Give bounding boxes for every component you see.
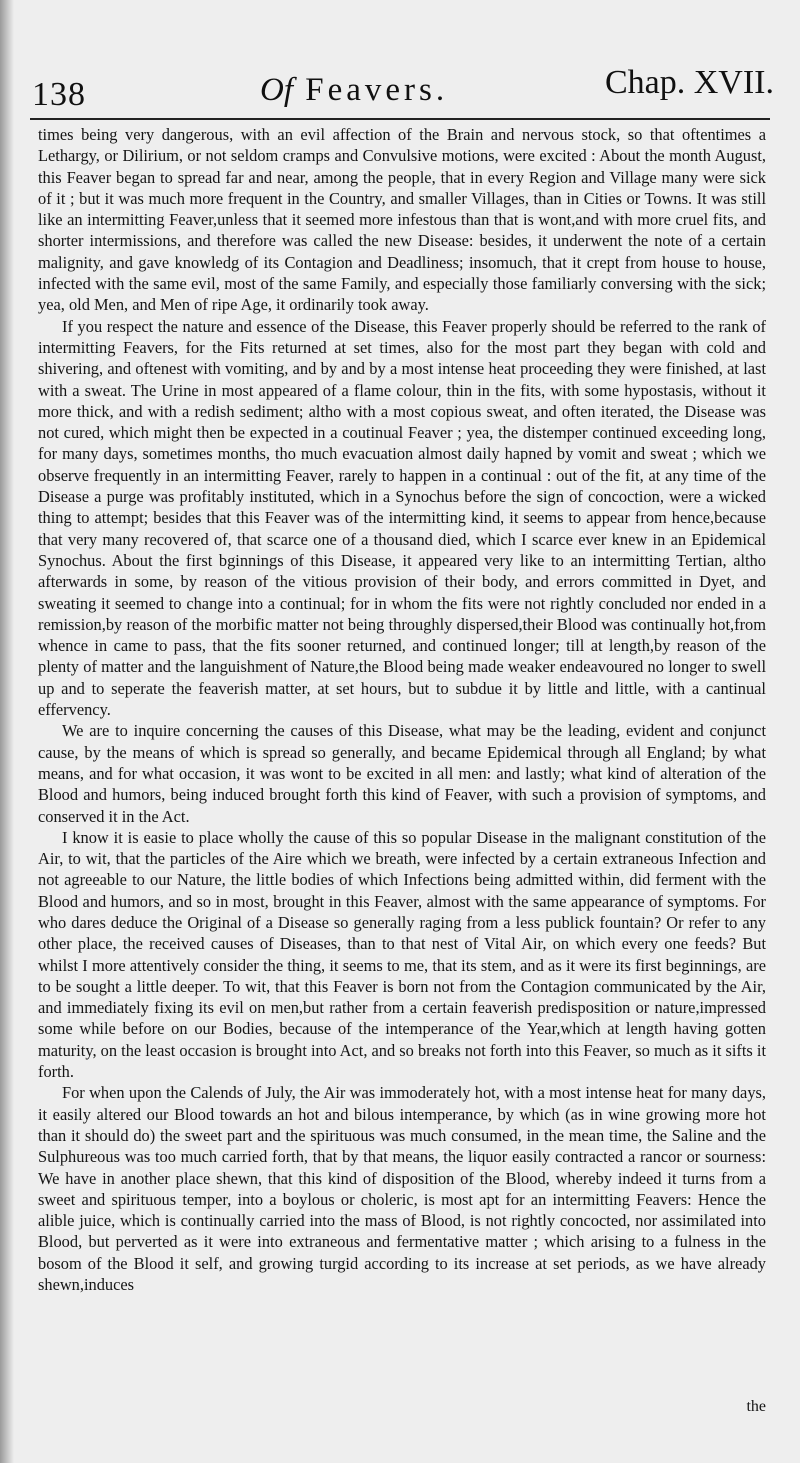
running-title xyxy=(260,72,448,109)
paragraph-causes-inquiry: We are to inquire concerning the causes of this Disease, what may be the leading, evident and conjunct cause, by the means of which is spread so generally, and became Epidemical through all England; by what means, and for what occasion, it was wont to be excited in all men: and lastly; what kind of alteration of the Blood and humors, being induced brought forth this kind of Feaver, with such a provision of symptoms, and conserved it in the Act. xyxy=(38,721,766,826)
paragraph-nature-of-disease: If you respect the nature and essence of the Disease, this Feaver properly should be referred to the rank of intermitting Feavers, for the Fits returned at set times, also for the most part they began with cold and shivering, and oftenest with vomiting, and by and by a most intense heat proceeding they were finished, at last with a sweat. The Urine in most appeared of a flame colour, thin in the fits, with some hypostasis, without it more thick, and with a redish sediment; altho with a most copious sweat, and often iterated, the Disease was not cured, which might then be expected in a coutinual Feaver ; yea, the distemper continued exceeding long, for many days, sometimes months, tho much evacuation almost daily hapned by vomit and sweat ; which we observe frequently in an intermitting Feaver, rarely to happen in a continual : out of the fit, at any time of the Disease a purge was profitably instituted, which in a Synochus before the sign of concoction, were a wicked thing to attempt; besides that this Feaver was of the intermitting kind, it seems to appear from hence,because that very many recovered of, that scarce one of a thousand died, which I scarce ever knew in an Epidemical Synochus. About the first bginnings of this Disease, it appeared very like to an intermitting Tertian, altho afterwards in some, by reason of the vitious provision of their body, and errors committed in Dyet, and sweating it seemed to change into a continual; for in whom the fits were not rightly concluded nor ended in a remission,by reason of the morbific matter not being throughly dispersed,their Blood was continually hot,from whence in came to pass, that the fits sooner returned, and continued longer; till at length,by reason of the plenty of matter and the languishment of Nature,the Blood being made weaker endeavoured no longer to swell up and to seperate the feaverish matter, at set hours, but to subdue it by little and little, with a cantinual effervency. xyxy=(38,316,766,720)
page-number: 138 xyxy=(32,76,86,113)
catchword: the xyxy=(746,1398,766,1415)
running-title-caps: Feavers. xyxy=(305,72,449,108)
chapter-label: Chap. XVII. xyxy=(604,64,774,101)
running-title-italic: Of xyxy=(260,72,293,108)
running-header xyxy=(32,58,774,118)
paragraph-air-constitution: I know it is easie to place wholly the cause of this so popular Disease in the malignant constitution of the Air, to wit, that the particles of the Aire which we breath, were infected by a certain extraneous Infection and not agreeable to our Nature, the little bodies of which Infections being admitted within, did ferment with the Blood and humors, and so in most, brought in this Feaver, almost with the same appearance of symptoms. For who dares deduce the Original of a Disease so generally raging from a less publick fountain? Or refer to any other place, the received causes of Diseases, than to that nest of Vital Air, on which every one feeds? But whilst I more attentively consider the thing, it seems to me, that its stem, and as it were its first beginnings, are to be sought a little deeper. To wit, that this Feaver is born not from the Contagion communicated by the Air, and immediately fixing its evil on men,but rather from a certain feaverish predisposition or nature,impressed some while before on our Bodies, because of the intemperance of the Year,which at length having gotten maturity, on the least occasion is brought into Act, and so breaks not forth into this Feaver, so much as it sifts it forth. xyxy=(38,827,767,1082)
header-rule xyxy=(30,118,770,120)
body-text xyxy=(38,124,766,1295)
page-gutter-shadow xyxy=(0,0,14,1463)
paragraph-calends-of-july: For when upon the Calends of July, the Air was immoderately hot, with a most intense heat for many days, it easily altered our Blood towards an hot and bilous intemperance, by which (as in wine growing more hot than it should do) the sweet part and the spirituous was much consumed, in the mean time, the Saline and the Sulphureous was too much carried forth, that by that means, the liquor easily contracted a rancor or sourness: We have in another place shewn, that this kind of disposition of the Blood, whereby indeed it turns from a sweet and spirituous temper, into a boylous or choleric, is most apt for an intermitting Feavers: Hence the alible juice, which is continually carried into the mass of Blood, is not rightly concocted, nor assimilated into Blood, but perverted as it were into extraneous and fermentative matter ; which arising to a fulness in the bosom of the Blood it self, and growing turgid according to its increase at set periods, as we have already shewn,induces xyxy=(38,1083,766,1295)
paragraph-continued: times being very dangerous, with an evil affection of the Brain and nervous stock, so that oftentimes a Lethargy, or Dilirium, or not seldom cramps and Convulsive motions, were excited : About the month August, this Feaver began to spread far and near, among the people, that in every Region and Village many were sick of it ; but it was much more frequent in the Country, and smaller Villages, than in Cities or Towns. It was still like an intermitting Feaver,unless that it seemed more infestous than that is wont,and with more cruel fits, and shorter intermissions, and therefore was called the new Disease: besides, it underwent the note of a certain malignity, and gave knowledg of its Contagion and Deadliness; insomuch, that it crept from house to house, infected with the same evil, most of the same Family, and especially those familiarly conversing with the sick; yea, old Men, and Men of ripe Age, it ordinarily took away. xyxy=(38,125,766,315)
